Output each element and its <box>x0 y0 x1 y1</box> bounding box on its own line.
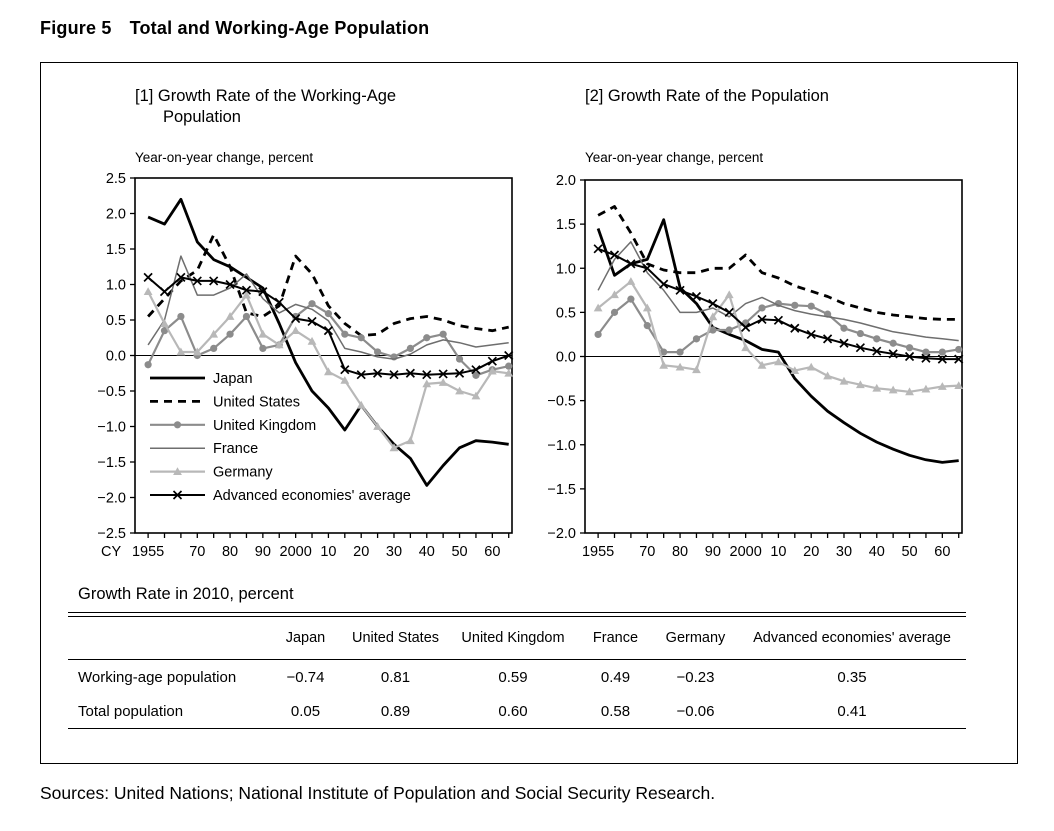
y-tick-label: 2.5 <box>105 171 126 187</box>
x-tick-label: 2000 <box>729 544 762 560</box>
figure-label: Figure 5 <box>40 18 112 38</box>
triangle-marker-germany <box>406 436 415 444</box>
circle-marker-united-kingdom <box>873 335 880 342</box>
table-row-working-age <box>68 660 966 694</box>
y-tick-label: 0.5 <box>555 305 576 322</box>
value-germany: −0.06 <box>676 702 715 720</box>
circle-marker-united-kingdom <box>145 361 152 368</box>
population-growth-svg <box>545 168 975 568</box>
row-label: Working-age population <box>78 668 237 686</box>
x-axis-prefix: CY <box>101 544 122 560</box>
circle-marker-united-kingdom <box>627 296 634 303</box>
x-tick-label: 90 <box>254 544 271 560</box>
circle-marker-united-kingdom <box>358 334 365 341</box>
x-marker-advanced-economies-average <box>709 300 717 308</box>
legend-item-japan <box>150 371 253 387</box>
panel1-title-line1: [1] Growth Rate of the Working-Age <box>135 87 397 105</box>
triangle-marker-germany <box>324 367 333 375</box>
table-rule-bottom <box>68 728 966 729</box>
x-marker-advanced-economies-average <box>611 251 619 259</box>
x-tick-label: 1955 <box>131 544 165 560</box>
circle-marker-united-kingdom <box>758 304 765 311</box>
triangle-marker-germany <box>626 277 635 285</box>
y-tick-label: −0.5 <box>547 393 576 410</box>
sources-note: Sources: United Nations; National Institute of Population and Social Security Research. <box>40 783 716 803</box>
y-tick-label: −2.0 <box>547 526 576 542</box>
x-tick-label: 40 <box>868 544 885 560</box>
value-france: 0.49 <box>600 668 631 686</box>
x-tick-label: 2000 <box>279 544 312 560</box>
x-tick-label: 10 <box>320 544 337 560</box>
circle-marker-united-kingdom <box>243 313 250 320</box>
x-marker-advanced-economies-average <box>791 324 799 332</box>
x-marker-advanced-economies-average <box>725 308 733 316</box>
figure-title <box>40 18 429 39</box>
x-marker-advanced-economies-average <box>161 288 169 296</box>
series-line-japan <box>598 220 959 463</box>
value-united-states: 0.89 <box>380 702 411 720</box>
legend-label: United Kingdom <box>213 417 317 434</box>
x-tick-label: 80 <box>671 544 689 560</box>
triangle-marker-germany <box>258 330 267 338</box>
circle-marker-united-kingdom <box>505 363 512 370</box>
series-line-germany <box>598 282 959 392</box>
circle-marker-united-kingdom <box>840 325 847 332</box>
y-tick-label: −1.5 <box>97 455 126 471</box>
col-header-advanced-average: Advanced economies' average <box>753 630 951 646</box>
x-tick-label: 30 <box>835 544 853 560</box>
x-tick-label: 20 <box>803 544 820 560</box>
circle-marker-united-kingdom <box>595 331 602 338</box>
col-header-france: France <box>592 630 639 646</box>
y-tick-label: 1.0 <box>555 261 576 278</box>
legend-label: France <box>213 441 259 458</box>
row-label: Total population <box>78 702 184 720</box>
legend-label: United States <box>213 394 301 411</box>
circle-marker-united-kingdom <box>791 302 798 309</box>
x-tick-label: 70 <box>639 544 656 560</box>
col-header-united-kingdom: United Kingdom <box>461 630 565 646</box>
triangle-marker-germany <box>242 291 251 299</box>
legend-label: Germany <box>213 464 273 481</box>
growth-rate-table <box>68 585 966 729</box>
y-tick-label: 0.5 <box>105 313 126 329</box>
y-tick-label: 1.5 <box>555 217 576 234</box>
triangle-marker-germany <box>160 319 169 327</box>
y-tick-label: 1.5 <box>105 242 126 258</box>
table-row-total-population <box>68 694 966 728</box>
circle-marker-united-kingdom <box>808 303 815 310</box>
circle-marker-united-kingdom <box>726 326 733 333</box>
x-tick-label: 60 <box>934 544 951 560</box>
y-tick-label: −0.5 <box>97 384 126 400</box>
value-advanced-average: 0.35 <box>837 668 867 686</box>
value-united-kingdom: 0.59 <box>498 668 528 686</box>
x-tick-label: 50 <box>451 544 468 560</box>
value-germany: −0.23 <box>676 668 715 686</box>
circle-marker-united-kingdom <box>341 331 348 338</box>
x-tick-label: 1955 <box>581 544 615 560</box>
figure-title-text: Total and Working-Age Population <box>129 18 430 38</box>
triangle-marker-germany <box>725 290 734 298</box>
circle-marker-united-kingdom <box>174 421 181 428</box>
triangle-marker-germany <box>741 343 750 351</box>
value-france: 0.58 <box>600 702 631 720</box>
y-tick-label: 0.0 <box>105 348 126 365</box>
circle-marker-united-kingdom <box>693 335 700 342</box>
legend-item-united-states <box>150 394 300 410</box>
y-tick-label: −2.5 <box>97 526 126 542</box>
col-header-germany: Germany <box>665 630 726 646</box>
series-line-advanced-economies-average <box>148 277 509 374</box>
y-tick-label: 2.0 <box>555 173 576 189</box>
circle-marker-united-kingdom <box>676 348 683 355</box>
panel2-title <box>585 86 1005 107</box>
legend-item-france <box>150 441 258 457</box>
x-tick-label: 80 <box>221 544 239 560</box>
value-japan: −0.74 <box>286 668 325 686</box>
chart-legend <box>150 371 411 504</box>
circle-marker-united-kingdom <box>644 322 651 329</box>
circle-marker-united-kingdom <box>456 355 463 362</box>
working-age-chart <box>95 168 515 568</box>
y-tick-label: 1.0 <box>105 277 126 294</box>
y-tick-label: 2.0 <box>105 206 126 223</box>
value-advanced-average: 0.41 <box>837 702 867 720</box>
legend-item-united-kingdom <box>150 418 316 434</box>
y-tick-label: −1.0 <box>97 419 126 436</box>
x-tick-label: 30 <box>385 544 403 560</box>
circle-marker-united-kingdom <box>890 340 897 347</box>
circle-marker-united-kingdom <box>308 300 315 307</box>
x-tick-label: 50 <box>901 544 918 560</box>
circle-marker-united-kingdom <box>259 345 266 352</box>
col-header-japan: Japan <box>285 630 326 646</box>
triangle-marker-germany <box>144 287 153 295</box>
x-tick-label: 20 <box>353 544 370 560</box>
circle-marker-united-kingdom <box>955 346 962 353</box>
circle-marker-united-kingdom <box>210 345 217 352</box>
panel1-title <box>135 86 535 128</box>
circle-marker-united-kingdom <box>423 334 430 341</box>
population-chart <box>545 168 975 568</box>
legend-item-advanced-economies-average <box>150 488 411 504</box>
legend-item-germany <box>150 465 273 481</box>
circle-marker-united-kingdom <box>226 331 233 338</box>
x-tick-label: 10 <box>770 544 787 560</box>
col-header-united-states: United States <box>351 630 440 646</box>
x-tick-label: 40 <box>418 544 435 560</box>
y-tick-label: −2.0 <box>97 490 126 507</box>
x-marker-advanced-economies-average <box>144 273 152 281</box>
panel2-unit-label: Year-on-year change, percent <box>585 150 764 165</box>
legend-label: Advanced economies' average <box>213 488 411 504</box>
triangle-marker-germany <box>807 363 816 371</box>
panel2-title-line1: [2] Growth Rate of the Population <box>585 87 829 105</box>
value-united-states: 0.81 <box>380 668 411 686</box>
panel1-title-line2: Population <box>163 108 241 126</box>
circle-marker-united-kingdom <box>374 348 381 355</box>
x-tick-label: 60 <box>484 544 501 560</box>
circle-marker-united-kingdom <box>440 331 447 338</box>
panel1-unit-label: Year-on-year change, percent <box>135 150 314 165</box>
circle-marker-united-kingdom <box>611 309 618 316</box>
circle-marker-united-kingdom <box>906 344 913 351</box>
x-marker-advanced-economies-average <box>324 327 332 335</box>
x-tick-label: 90 <box>704 544 721 560</box>
legend-label: Japan <box>213 371 253 387</box>
y-tick-label: −1.0 <box>547 437 576 454</box>
value-united-kingdom: 0.60 <box>498 702 528 720</box>
circle-marker-united-kingdom <box>857 330 864 337</box>
triangle-marker-germany <box>291 326 300 334</box>
value-japan: 0.05 <box>290 702 321 720</box>
x-tick-label: 70 <box>189 544 206 560</box>
circle-marker-united-kingdom <box>939 348 946 355</box>
circle-marker-united-kingdom <box>177 313 184 320</box>
table-title: Growth Rate in 2010, percent <box>78 585 294 603</box>
circle-marker-united-kingdom <box>325 310 332 317</box>
table-header-row <box>68 617 966 659</box>
circle-marker-united-kingdom <box>407 345 414 352</box>
y-tick-label: −1.5 <box>547 481 576 498</box>
working-age-growth-svg <box>95 168 515 568</box>
y-tick-label: 0.0 <box>555 349 576 366</box>
